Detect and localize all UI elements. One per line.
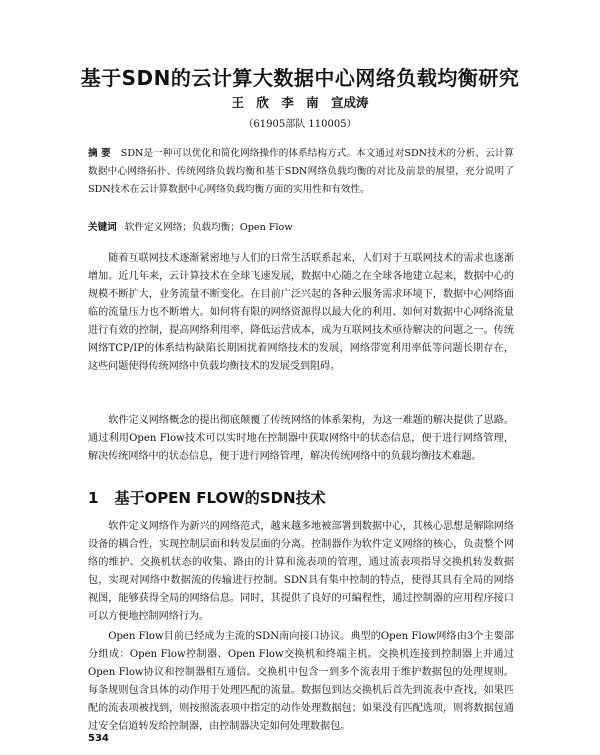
section-paragraph-2: Open Flow目前已经成为主流的SDN南向接口协议。典型的Open Flow网络由3个主要部分组成：Open Flow控制器、Open Flow交换机和终端主机。交换机连接到控制器上并通过Open Flow协议和控制器相互通信。交换机中包含一到多个流表用于维护数据包的处理规则。每条规则包含具体的动作用于处理匹配的流量。数据包到达交换机后首先到流表中查找，如果匹配的流表项被找到，则按照流表项中指定的动作处理数据包；如果没有匹配选项，则将数据包通过安全信道转发给控制器，由控制器决定如何处理数据包。: [88, 631, 514, 732]
page-number: 534: [88, 733, 109, 744]
section-paragraph-1: 软件定义网络作为新兴的网络范式，越来越多地被部署到数据中心，其核心思想是解除网络设备的耦合性，实现控制层面和转发层面的分离。控制器作为软件定义网络的核心，负责整个网络的维护、交换机状态的收集、路由的计算和流表项的管理，通过流表项指导交换机转发数据包，实现对网络中数据流的传输进行控制。SDN具有集中控制的特点，使得其具有全局的网络视图，能够获得全局的网络信息。同时，其提供了良好的可编程性，通过控制器的应用程序接口可以方便地控制网络行为。: [88, 521, 514, 622]
intro-paragraph-2: 软件定义网络概念的提出彻底颠覆了传统网络的体系架构，为这一难题的解决提供了思路。通过利用Open Flow技术可以实时地在控制器中获取网络中的状态信息，便于进行网络管理，解决传统网络中的状态信息，便于进行网络管理，解决传统网络中的负载均衡技术难题。: [88, 415, 514, 462]
paper-title: 基于SDN的云计算大数据中心网络负载均衡研究: [80, 66, 520, 90]
paper-authors: 王 欣 李 南 宣成涛: [231, 95, 369, 110]
keywords-text: 软件定义网络；负载均衡；Open Flow: [124, 222, 293, 233]
abstract-block: [88, 145, 514, 199]
intro-paragraph-1: 随着互联网技术逐渐紧密地与人们的日常生活联系起来，人们对于互联网技术的需求也逐渐增加。近几年来，云计算技术在全球飞速发展，数据中心随之在全球各地建立起来，数据中心的规模不断扩大，业务流量不断变化。在目前广泛兴起的各种云服务需求环境下，数据中心网络面临的流量压力也不断增大。如何将有限的网络资源得以最大化的利用、如何对数据中心网络流量进行有效的控制，提高网络利用率，降低运营成本，成为互联网技术亟待解决的问题之一。传统网络TCP/IP的体系结构缺陷长期困扰着网络技术的发展，网络带宽利用率低等问题长期存在，这些问题使得传统网络中负载均衡技术的发展受到阻碍。: [88, 253, 514, 372]
section-number: 1: [88, 489, 99, 507]
keywords-block: [88, 219, 514, 233]
section-title: 基于OPEN FLOW的SDN技术: [114, 489, 326, 507]
abstract-label: 摘 要: [88, 148, 111, 159]
section-heading: [88, 487, 326, 508]
abstract-text: SDN是一种可以优化和简化网络操作的体系结构方式。本文通过对SDN技术的分析、云计算数据中心网络拓扑、传统网络负载均衡和基于SDN网络负载均衡的对比及前景的展望，充分说明了SDN技术在云计算数据中心网络负载均衡方面的实用性和有效性。: [88, 148, 514, 195]
paper-affiliation: （61905部队 110005）: [243, 119, 357, 130]
keywords-label: 关键词: [88, 222, 117, 233]
